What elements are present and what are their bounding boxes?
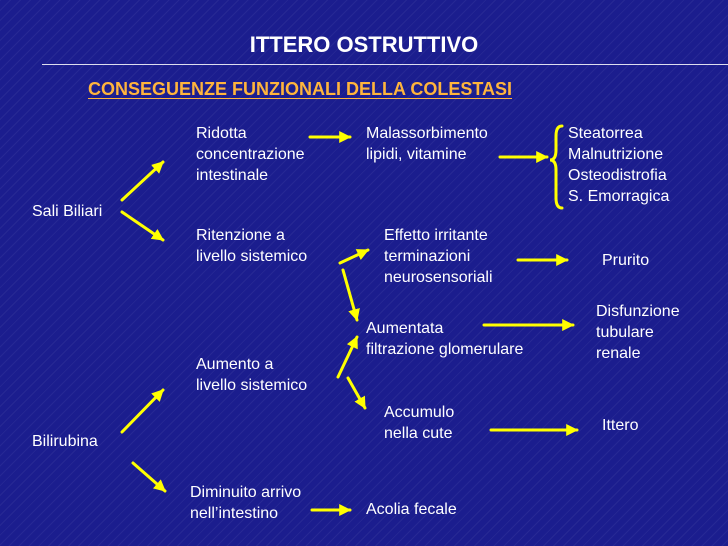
node-malassorbimento: Malassorbimento lipidi, vitamine [366,125,488,163]
node-acolia-fecale: Acolia fecale [366,501,457,518]
node-sali-biliari: Sali Biliari [32,203,103,220]
effects-brace [550,126,562,208]
arrow-aumento-to-accumulo [348,378,365,408]
arrow-bilirubina-to-diminuito [133,463,165,491]
node-ittero: Ittero [602,417,639,434]
node-bilirubina: Bilirubina [32,433,98,450]
arrow-bilirubina-to-aumento [122,390,163,432]
slide-title: ITTERO OSTRUTTIVO [249,32,479,57]
node-accumulo-cute: Accumulo nella cute [384,404,455,442]
node-diminuito-arrivo: Diminuito arrivo nell’intestino [190,484,302,522]
arrow-sali-to-ridotta [122,162,163,200]
arrow-sali-to-ritenzione [122,212,163,240]
node-aumentata-filtrazione: Aumentata filtrazione glomerulare [366,320,524,358]
arrow-ritenzione-to-filtrazione [343,270,357,320]
node-prurito: Prurito [602,252,650,269]
arrow-ritenzione-to-irritante [340,250,368,263]
node-ritenzione: Ritenzione a livello sistemico [196,227,308,265]
node-aumento-sistemico: Aumento a livello sistemico [196,356,308,394]
node-effects-list: Steatorrea Malnutrizione Osteodistrofia S. Emorragica [568,125,670,205]
slide-subtitle: CONSEGUENZE FUNZIONALI DELLA COLESTASI [88,79,513,99]
arrow-aumento-to-filtrazione [338,337,357,377]
node-ridotta-concentrazione: Ridotta concentrazione intestinale [196,125,305,184]
node-disfunzione-tubulare: Disfunzione tubulare renale [596,303,680,362]
node-effetto-irritante: Effetto irritante terminazioni neurosensoriali [384,227,493,286]
